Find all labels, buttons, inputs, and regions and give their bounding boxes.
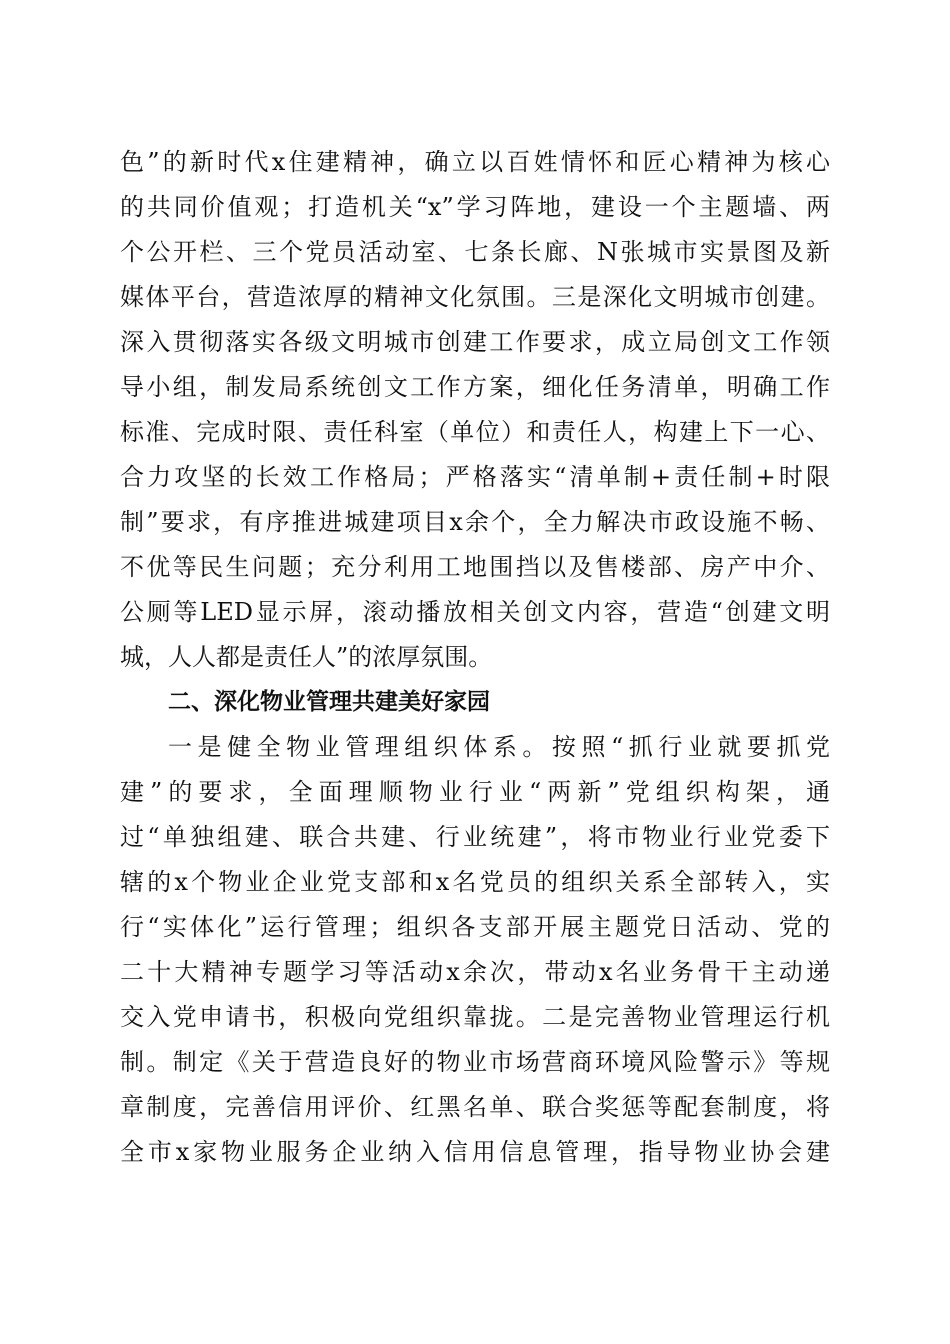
paragraph-line: 公厕等LED显示屏，滚动播放相关创文内容，营造“创建文明 xyxy=(120,598,830,626)
paragraph-line: 深入贯彻落实各级文明城市创建工作要求，成立局创文工作领 xyxy=(120,328,830,356)
paragraph-line: 制”要求，有序推进城建项目x余个，全力解决市政设施不畅、 xyxy=(120,508,830,536)
paragraph-line: 建”的要求，全面理顺物业行业“两新”党组织构架，通 xyxy=(120,778,830,806)
paragraph-line: 色”的新时代x住建精神，确立以百姓情怀和匠心精神为核心 xyxy=(120,148,830,176)
paragraph-line: 媒体平台，营造浓厚的精神文化氛围。三是深化文明城市创建。 xyxy=(120,283,830,311)
section-heading: 二、深化物业管理共建美好家园 xyxy=(168,689,490,715)
paragraph-line: 导小组，制发局系统创文工作方案，细化任务清单，明确工作 xyxy=(120,373,830,401)
paragraph-line: 章制度，完善信用评价、红黑名单、联合奖惩等配套制度，将 xyxy=(120,1093,830,1121)
paragraph-line: 的共同价值观；打造机关“x”学习阵地，建设一个主题墙、两 xyxy=(120,193,830,221)
paragraph-line: 交入党申请书，积极向党组织靠拢。二是完善物业管理运行机 xyxy=(120,1003,830,1031)
paragraph-line: 过“单独组建、联合共建、行业统建”，将市物业行业党委下 xyxy=(120,823,830,851)
paragraph-line: 辖的x个物业企业党支部和x名党员的组织关系全部转入，实 xyxy=(120,868,830,896)
paragraph-line: 一是健全物业管理组织体系。按照“抓行业就要抓党 xyxy=(168,733,830,761)
paragraph-line: 合力攻坚的长效工作格局；严格落实“清单制+责任制+时限 xyxy=(120,463,830,491)
paragraph-line: 标准、完成时限、责任科室（单位）和责任人，构建上下一心、 xyxy=(120,418,830,446)
paragraph-line: 个公开栏、三个党员活动室、七条长廊、N张城市实景图及新 xyxy=(120,238,830,266)
paragraph-line: 不优等民生问题；充分利用工地围挡以及售楼部、房产中介、 xyxy=(120,553,830,581)
paragraph-line: 行“实体化”运行管理；组织各支部开展主题党日活动、党的 xyxy=(120,913,830,941)
paragraph-line: 城，人人都是责任人”的浓厚氛围。 xyxy=(120,643,493,671)
paragraph-line: 二十大精神专题学习等活动x余次，带动x名业务骨干主动递 xyxy=(120,958,830,986)
paragraph-line: 全市x家物业服务企业纳入信用信息管理，指导物业协会建 xyxy=(120,1138,830,1166)
paragraph-line: 制。制定《关于营造良好的物业市场营商环境风险警示》等规 xyxy=(120,1048,830,1076)
